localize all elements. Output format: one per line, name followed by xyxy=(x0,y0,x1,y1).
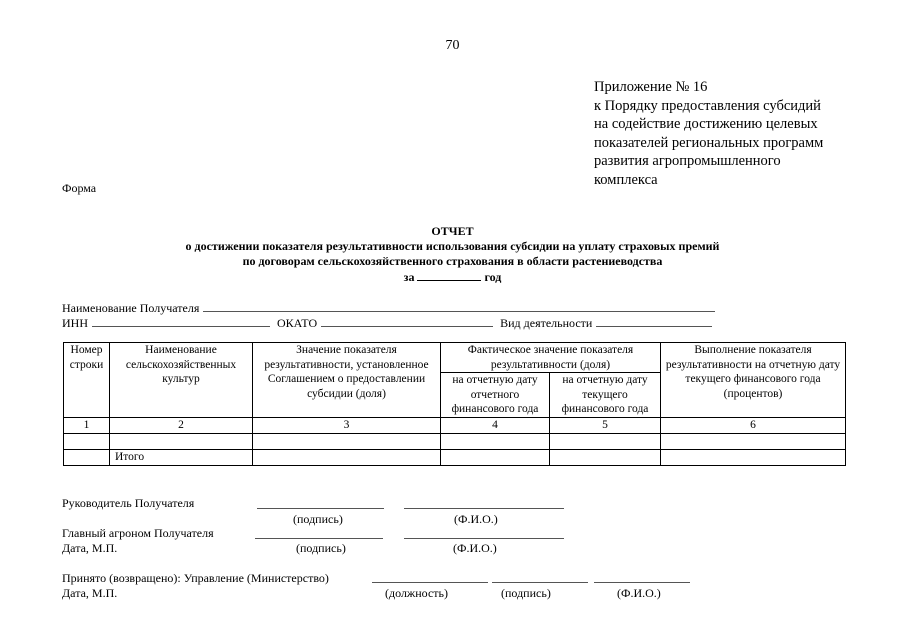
appendix-line: Приложение № 16 xyxy=(594,79,708,95)
column-number: 5 xyxy=(550,418,661,434)
column-number: 3 xyxy=(253,418,441,434)
table-cell[interactable] xyxy=(253,433,441,449)
inn-label: ИНН xyxy=(62,316,88,330)
table-total-row xyxy=(64,449,846,465)
appendix-line: к Порядку предоставления субсидий xyxy=(594,97,821,114)
head-signature-line[interactable] xyxy=(257,508,384,509)
period-year-field[interactable] xyxy=(417,269,481,281)
page-number: 70 xyxy=(445,38,460,53)
column-number: 4 xyxy=(441,418,550,434)
okato-field[interactable] xyxy=(321,315,493,327)
head-name-caption: (Ф.И.О.) xyxy=(454,512,498,526)
report-subtitle-1: о достижении показателя результативности использования субсидии на уплату страховых премий xyxy=(185,239,720,253)
report-subtitle-2: по договорам сельскохозяйственного страхования в области растениеводства xyxy=(242,254,663,268)
inn-field[interactable] xyxy=(92,315,270,327)
recipient-name-field[interactable] xyxy=(203,300,715,312)
agronomist-signature-caption: (подпись) xyxy=(296,541,346,555)
agronomist-signature-line[interactable] xyxy=(255,538,383,539)
table-cell[interactable] xyxy=(550,433,661,449)
column-number: 1 xyxy=(64,418,110,434)
agronomist-name-caption: (Ф.И.О.) xyxy=(453,541,497,555)
table-cell[interactable] xyxy=(550,449,661,465)
table-cell[interactable] xyxy=(64,449,110,465)
table-cell[interactable] xyxy=(661,449,846,465)
appendix-line: развития агропромышленного xyxy=(594,153,781,170)
agronomist-date-label: Дата, М.П. xyxy=(62,541,118,555)
header-set-value: Значение показателя результативности, установленное Соглашением о предоставлении субсидии (доля) xyxy=(253,343,441,418)
table-column-numbers-row xyxy=(64,418,846,434)
appendix-line: на содействие достижению целевых xyxy=(594,116,818,133)
okato-label: ОКАТО xyxy=(277,316,318,330)
agronomist-label: Главный агроном Получателя xyxy=(62,526,214,540)
header-culture: Наименование сельскохозяйственных культур xyxy=(110,343,253,418)
table-cell[interactable] xyxy=(441,433,550,449)
recipient-name-label: Наименование Получателя xyxy=(62,301,200,315)
agronomist-name-line[interactable] xyxy=(404,538,564,539)
table-header-row xyxy=(64,343,846,373)
table-cell[interactable] xyxy=(64,433,110,449)
accepted-signature-line[interactable] xyxy=(492,582,588,583)
table-cell[interactable] xyxy=(110,433,253,449)
appendix-line: показателей региональных программ xyxy=(594,134,824,151)
accepted-label: Принято (возвращено): Управление (Министерство) xyxy=(62,571,329,585)
accepted-signature-caption: (подпись) xyxy=(501,586,551,600)
accepted-name-caption: (Ф.И.О.) xyxy=(617,586,661,600)
table-cell[interactable] xyxy=(253,449,441,465)
period-suffix: год xyxy=(484,270,502,284)
table-row xyxy=(64,433,846,449)
header-actual-current-year: на отчетную дату текущего финансового года xyxy=(550,373,661,418)
table-cell[interactable] xyxy=(441,449,550,465)
header-actual-group: Фактическое значение показателя результативности (доля) xyxy=(441,343,661,373)
column-number: 6 xyxy=(661,418,846,434)
appendix-line: комплекса xyxy=(594,171,658,188)
total-label: Итого xyxy=(110,449,253,465)
accepted-position-caption: (должность) xyxy=(385,586,448,600)
activity-field[interactable] xyxy=(596,315,712,327)
report-table xyxy=(63,342,846,466)
accepted-date-label: Дата, М.П. xyxy=(62,586,118,600)
head-name-line[interactable] xyxy=(404,508,564,509)
header-row-number: Номер строки xyxy=(64,343,110,418)
activity-label: Вид деятельности xyxy=(500,316,593,330)
appendix-block xyxy=(594,78,823,190)
period-prefix: за xyxy=(403,270,415,284)
recipient-name-row xyxy=(62,300,715,316)
form-label: Форма xyxy=(62,181,97,195)
accepted-position-line[interactable] xyxy=(372,582,488,583)
accepted-name-line[interactable] xyxy=(594,582,690,583)
report-period xyxy=(0,269,905,285)
report-title: ОТЧЕТ xyxy=(431,224,474,238)
head-label: Руководитель Получателя xyxy=(62,496,195,510)
head-signature-caption: (подпись) xyxy=(293,512,343,526)
table-cell[interactable] xyxy=(661,433,846,449)
recipient-codes-row xyxy=(62,315,712,331)
column-number: 2 xyxy=(110,418,253,434)
header-fulfillment: Выполнение показателя результативности на отчетную дату текущего финансового года (процентов) xyxy=(661,343,846,418)
header-actual-reporting-date: на отчетную дату отчетного финансового года xyxy=(441,373,550,418)
